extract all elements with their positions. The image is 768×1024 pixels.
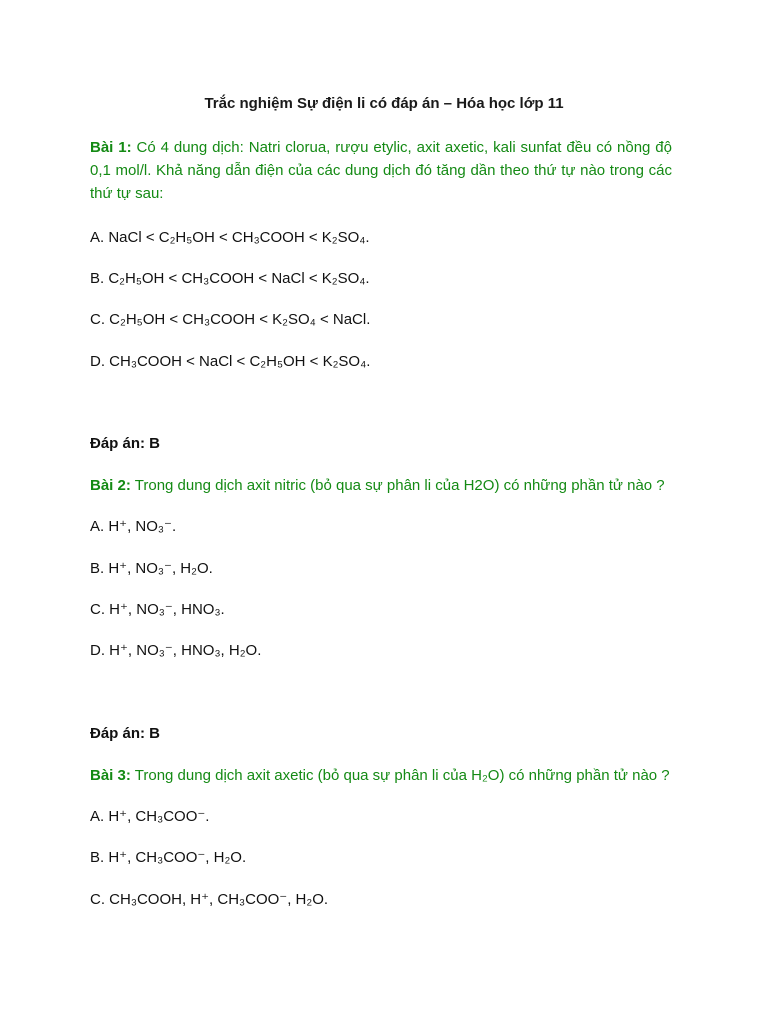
question-3-text: Trong dung dịch axit axetic (bỏ qua sự phân li của H₂O) có những phần tử nào ? (134, 766, 670, 784)
question-2-option-c: C. H⁺, NO₃⁻, HNO₃. (90, 601, 225, 619)
blank-line (90, 391, 672, 414)
blank-line (90, 681, 672, 704)
question-3-option-c: C. CH₃COOH, H⁺, CH₃COO⁻, H₂O. (90, 890, 329, 908)
question-2-label: Bài 2: (90, 476, 131, 494)
question-1-option-d: D. CH₃COOH < NaCl < C₂H₅OH < K₂SO₄. (90, 352, 371, 370)
question-1-text: Có 4 dung dịch: Natri clorua, rượu etylic, axit axetic, kali sunfat đều có nồng độ 0,1 mol/l. Khả năng dẫn điện của các dung dịch đó tăng dần theo thứ tự nào trong các thứ tự sau: (90, 139, 672, 202)
question-2-option-a: A. H⁺, NO₃⁻. (90, 518, 177, 536)
question-1 (90, 136, 672, 205)
question-1-option-c: C. C₂H₅OH < CH₃COOH < K₂SO₄ < NaCl. (90, 311, 371, 329)
question-1-option-a: A. NaCl < C₂H₅OH < CH₃COOH < K₂SO₄. (90, 228, 370, 246)
question-2 (90, 474, 672, 497)
question-2-option-b: B. H⁺, NO₃⁻, H₂O. (90, 559, 213, 577)
question-2-text: Trong dung dịch axit nitric (bỏ qua sự phân li của H2O) có những phần tử nào ? (134, 476, 665, 494)
question-2-answer: Đáp án: B (90, 725, 161, 743)
question-1-answer: Đáp án: B (90, 435, 161, 453)
question-3 (90, 764, 672, 787)
question-3-label: Bài 3: (90, 766, 131, 784)
question-3-option-a: A. H⁺, CH₃COO⁻. (90, 807, 210, 825)
question-1-label: Bài 1: (90, 139, 132, 156)
question-3-option-b: B. H⁺, CH₃COO⁻, H₂O. (90, 849, 247, 867)
question-2-option-d: D. H⁺, NO₃⁻, HNO₃, H₂O. (90, 642, 262, 660)
document-title: Trắc nghiệm Sự điện li có đáp án – Hóa học lớp 11 (204, 95, 564, 112)
question-1-option-b: B. C₂H₅OH < CH₃COOH < NaCl < K₂SO₄. (90, 269, 370, 287)
